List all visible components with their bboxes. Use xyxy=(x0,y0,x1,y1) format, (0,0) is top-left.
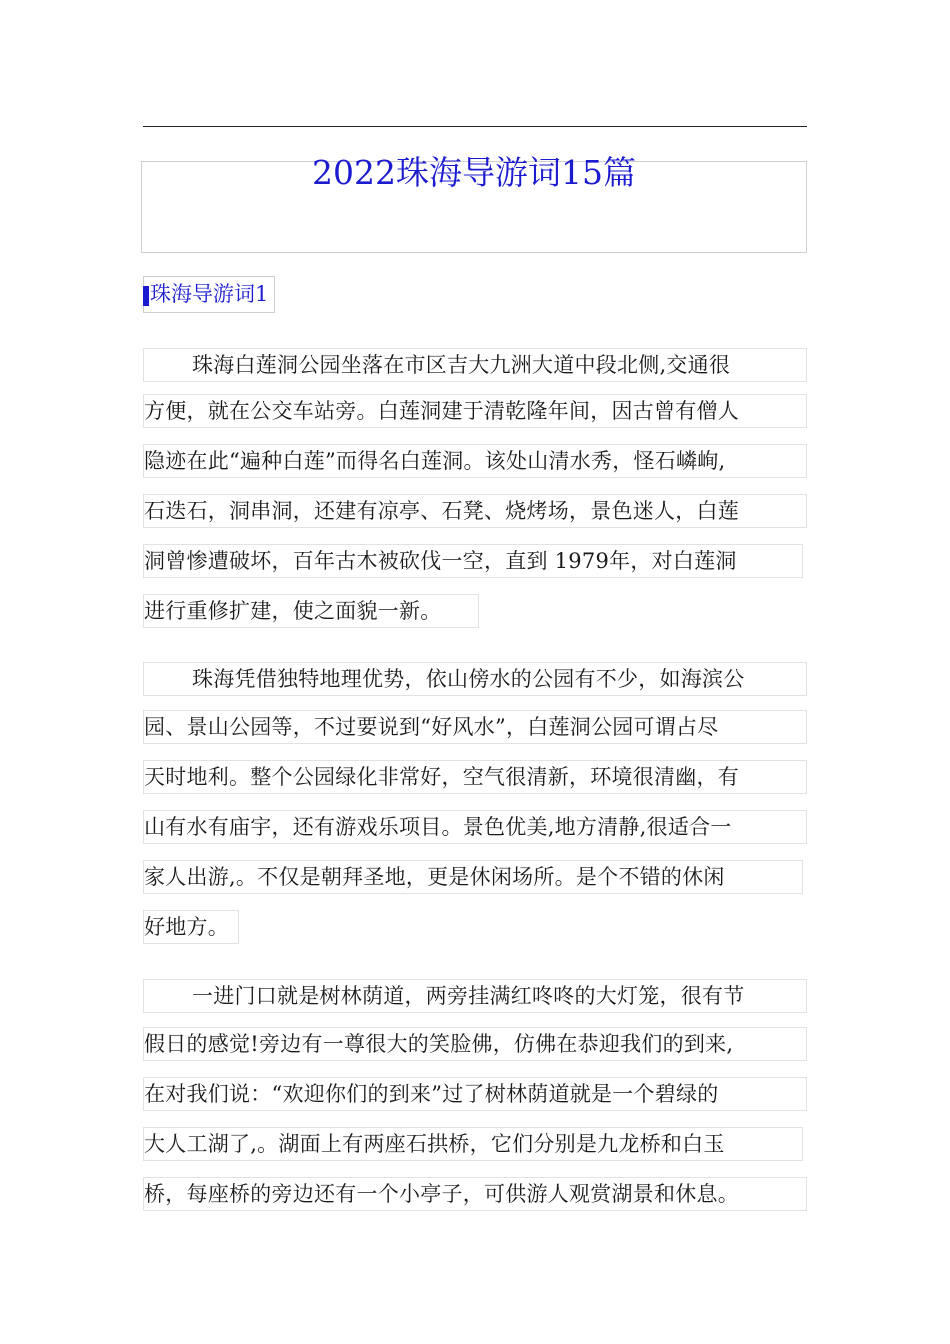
paragraph-2-line-2: 园、景山公园等，不过要说到“好风水”，白莲洞公园可谓占尽 xyxy=(143,710,807,744)
paragraph-3-line-2: 假日的感觉!旁边有一尊很大的笑脸佛，仿佛在恭迎我们的到来, xyxy=(143,1027,807,1061)
paragraph-1-line-6: 进行重修扩建，使之面貌一新。 xyxy=(143,594,479,628)
paragraph-1-line-4: 石迭石，洞串洞，还建有凉亭、石凳、烧烤场，景色迷人，白莲 xyxy=(143,494,807,528)
paragraph-3-line-1: 一进门口就是树林荫道，两旁挂满红咚咚的大灯笼，很有节 xyxy=(143,979,807,1013)
paragraph-1-line-1: 珠海白莲洞公园坐落在市区吉大九洲大道中段北侧,交通很 xyxy=(143,348,807,382)
paragraph-2-line-4: 山有水有庙宇，还有游戏乐项目。景色优美,地方清静,很适合一 xyxy=(143,810,807,844)
section-heading xyxy=(143,276,275,313)
heading-marker xyxy=(143,286,149,306)
paragraph-3-line-4: 大人工湖了,。湖面上有两座石拱桥，它们分别是九龙桥和白玉 xyxy=(143,1127,803,1161)
paragraph-3-line-3: 在对我们说：“欢迎你们的到来”过了树林荫道就是一个碧绿的 xyxy=(143,1077,807,1111)
paragraph-2-line-1: 珠海凭借独特地理优势，依山傍水的公园有不少，如海滨公 xyxy=(143,662,807,696)
paragraph-3-line-5: 桥，每座桥的旁边还有一个小亭子，可供游人观赏湖景和休息。 xyxy=(143,1177,807,1211)
paragraph-1-line-2: 方便，就在公交车站旁。白莲洞建于清乾隆年间，因古曾有僧人 xyxy=(143,394,807,428)
section-heading-text: 珠海导游词1 xyxy=(150,282,269,306)
paragraph-1-line-5: 洞曾惨遭破坏，百年古木被砍伐一空，直到 1979年，对白莲洞 xyxy=(143,544,803,578)
paragraph-2-line-3: 天时地利。整个公园绿化非常好，空气很清新，环境很清幽，有 xyxy=(143,760,807,794)
top-rule xyxy=(143,126,807,127)
paragraph-2-line-5: 家人出游,。不仅是朝拜圣地，更是休闲场所。是个不错的休闲 xyxy=(143,860,803,894)
paragraph-2-line-6: 好地方。 xyxy=(143,910,239,944)
paragraph-1-line-3: 隐迹在此“遍种白莲”而得名白莲洞。该处山清水秀，怪石嶙峋, xyxy=(143,444,807,478)
document-title: 2022珠海导游词15篇 xyxy=(312,153,636,192)
